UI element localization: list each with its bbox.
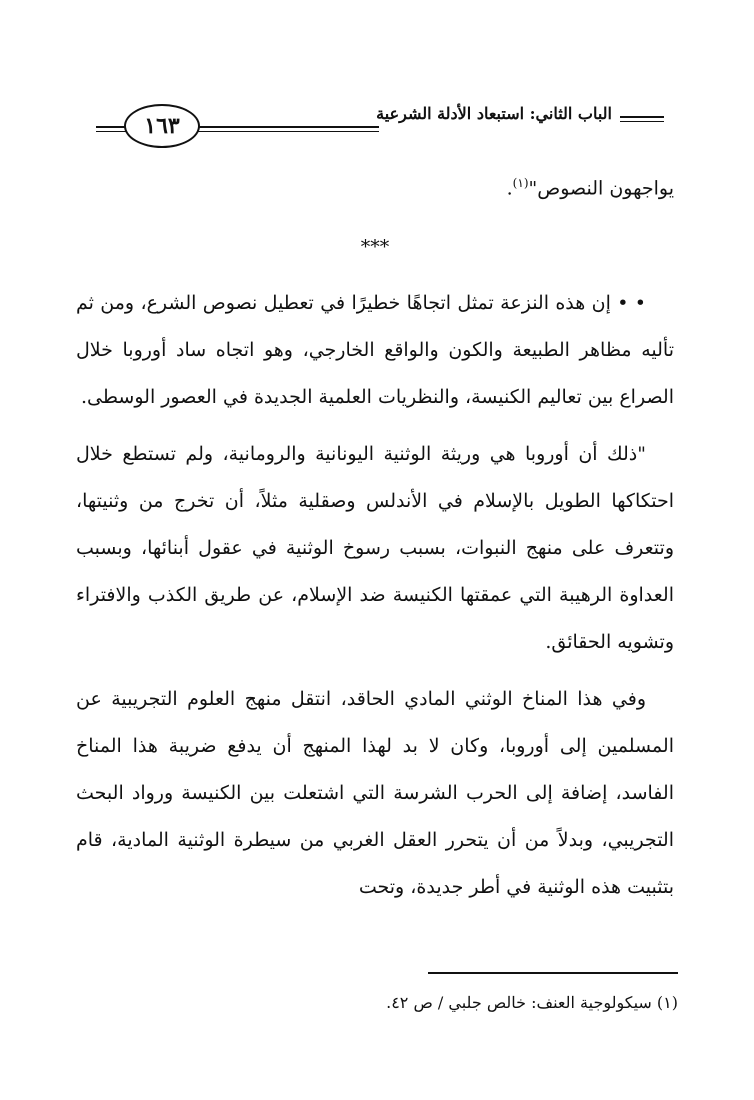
header-rule <box>96 131 126 132</box>
header-rule <box>196 126 379 128</box>
opening-text: يواجهون النصوص" <box>528 177 674 200</box>
footnote-reference: (١) <box>512 176 529 190</box>
page-number: ١٦٣ <box>124 104 200 148</box>
header-rule <box>620 116 664 118</box>
footnote-divider <box>428 972 678 974</box>
header-rule <box>196 131 379 132</box>
header-rule <box>620 121 664 122</box>
chapter-title: الباب الثاني: استبعاد الأدلة الشرعية <box>376 104 612 123</box>
paragraph: "ذلك أن أوروبا هي وريثة الوثنية اليونانية والرومانية، ولم تستطع خلال احتكاكها الطويل بالإسلام في الأندلس وصقلية مثلاً، أن تخرج من وثنيتها، وتتعرف على منهج النبوات، بسبب رسوخ الوثنية في عقول أبنائها، وبسبب العداوة الرهيبة التي عمقتها الكنيسة ضد الإسلام، عن طريق الكذب والافتراء وتشويه الحقائق. <box>76 443 674 654</box>
opening-tail: . <box>506 177 513 200</box>
footnote: (١) سيكولوجية العنف: خالص جلبي / ص ٤٢. <box>386 993 678 1012</box>
page-body <box>76 160 674 921</box>
paragraph: وفي هذا المناخ الوثني المادي الحاقد، انتقل منهج العلوم التجريبية عن المسلمين إلى أوروبا، وكان لا بد لهذا المنهج أن يدفع ضريبة هذا المناخ الفاسد، إضافة إلى الحرب الشرسة التي اشتعلت بين الكنيسة ورواد البحث التجريبي، وبدلاً من أن يتحرر العقل الغربي من سيطرة الوثنية المادية، قام بتثبيت هذه الوثنية في أطر جديدة، وتحت <box>76 688 674 899</box>
header-rule <box>96 126 126 128</box>
opening-line <box>76 160 674 212</box>
page-header <box>96 98 664 148</box>
section-separator: *** <box>360 236 390 259</box>
paragraph: • • إن هذه النزعة تمثل اتجاهًا خطيرًا في تعطيل نصوص الشرع، ومن ثم تأليه مظاهر الطبيعة والكون والواقع الخارجي، وهو اتجاه ساد أوروبا خلال الصراع بين تعاليم الكنيسة، والنظريات العلمية الجديدة في العصور الوسطى. <box>76 292 674 409</box>
